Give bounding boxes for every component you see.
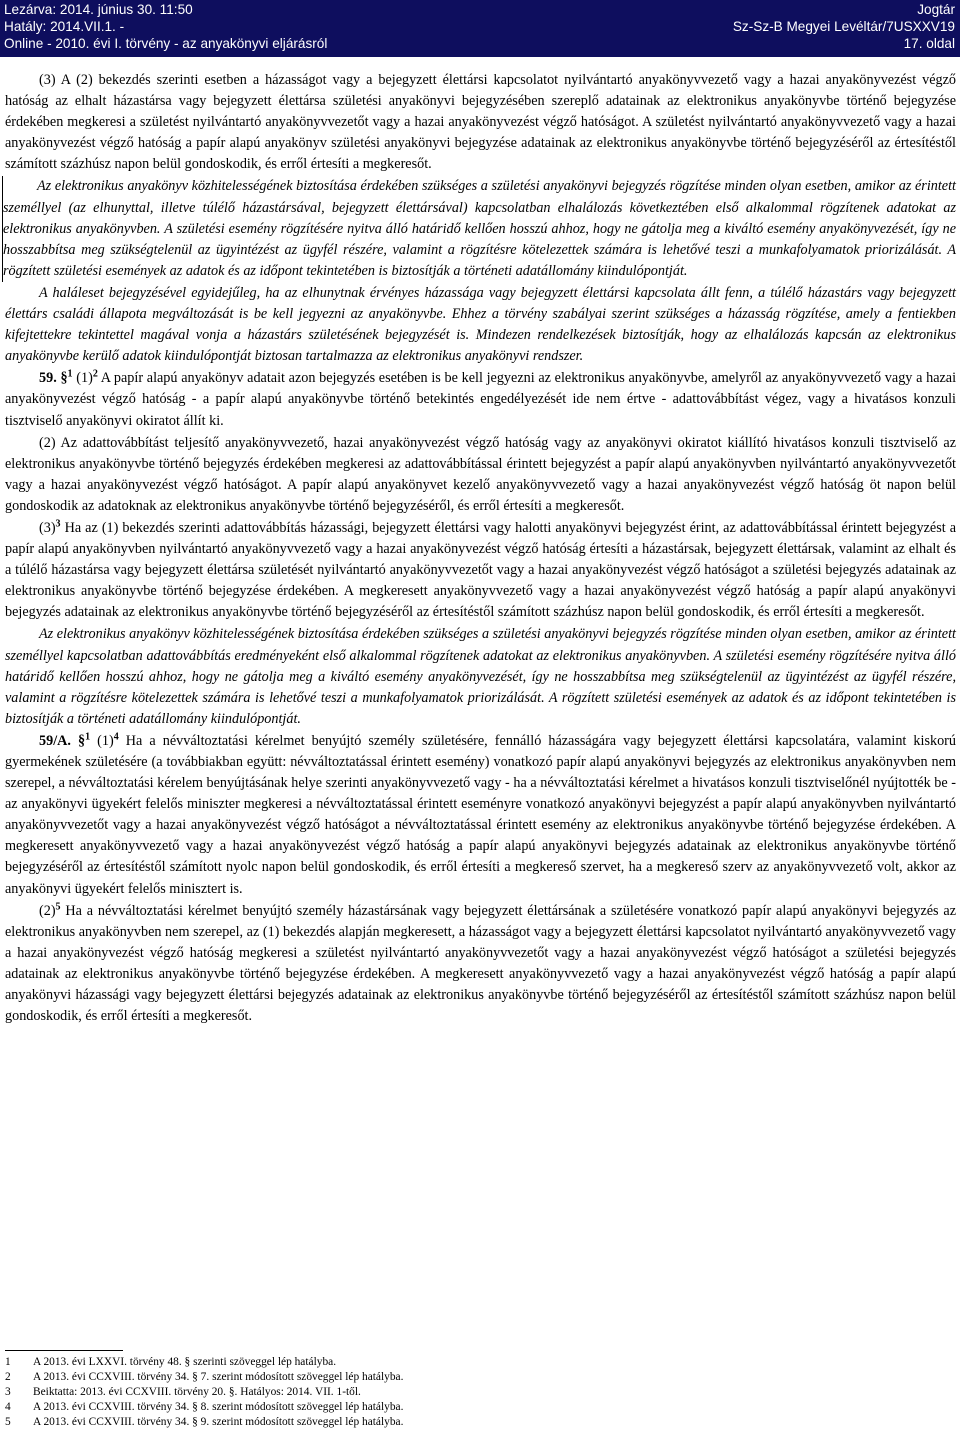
document-body xyxy=(5,70,956,1028)
footnote-text: A 2013. évi CCXVIII. törvény 34. § 7. szerint módosított szöveggel lép hatályba. xyxy=(33,1371,404,1383)
footnote-number: 3 xyxy=(5,1386,11,1398)
italic-commentary: A haláleset bejegyzésével egyidejűleg, ha az elhunytnak érvényes házassága vagy bejegyzett élettársi kapcsolata állt fenn, a túlélő házastárs vagy bejegyzett élettárs családi állapota megváltozását is be kell jegyezni az anyakönyvbe. Ehhez a törvény szabályai szerint szükséges a házasság rögzítése, amely a fentiekben kifejtettekre tekintettel magával vonja a házastárs születésének bejegyzését is. Mindezen rendelkezések biztosítják, hogy az elhalálozás kapcsán az elektronikus anyakönyvbe kerülő adatok kiindulópontját biztosan tartalmazza az elektronikus anyakönyvi rendszer. xyxy=(5,284,956,365)
footnote-text: A 2013. évi LXXVI. törvény 48. § szerinti szöveggel lép hatályba. xyxy=(33,1356,337,1368)
footnote-number: 5 xyxy=(5,1416,11,1428)
italic-commentary: Az elektronikus anyakönyv közhitelességének biztosítása érdekében szükséges a születési anyakönyvi bejegyzés rögzítése minden olyan esetben, amikor az érintett személlyel (az elhunyttal, illetve túlélő házastársával, bejegyzett élettársával) kapcsolatban elhalálozás következtében első alkalommal rögzítenek adatokat az elektronikus anyakönyvben. A születési esemény rögzítésére nyitva álló határidő kellően hosszú ahhoz, hogy ne gátolja meg a kiváltó esemény anyakönyvezését, így ne hosszabbítsa meg szükségtelenül az ügyintézést az ügyfél részére, valamint a rögzítésre kötelezettek számára is lehetővé teszi a munkafolyamatok priorizálását. A rögzített születési események az adatok és az időpont tekintetében is biztosítják a történeti adatállomány kiindulópontját. xyxy=(2,176,956,281)
paragraph-text: A papír alapú anyakönyv adatait azon bejegyzés esetében is be kell jegyezni az elektronikus anyakönyvbe, amelyről az anyakönyvvezető vagy a hazai anyakönyvezést végző hatóság - a papír alapú anyakönyvbe történő betekintés engedélyezését ide nem értve - adattovábbítást végez, vagy a hivatásos konzuli tisztviselő anyakönyvi okiratot állít ki. xyxy=(5,370,957,429)
section-59 xyxy=(5,368,956,431)
footnote xyxy=(5,1385,955,1400)
section-59a xyxy=(5,731,956,900)
paragraph-number: (2) xyxy=(39,902,56,919)
italic-commentary: Az elektronikus anyakönyv közhitelességének biztosítása érdekében szükséges a születési anyakönyvi bejegyzés rögzítése minden olyan esetben, amikor az érintett személlyel kapcsolatban adattovábbítás eredményeként első alkalommal rögzítenek adatokat az elektronikus anyakönyvben. A születési esemény rögzítésére nyitva álló határidő kellően hosszú ahhoz, hogy ne gátolja meg a kiváltó esemény anyakönyvezését, így ne hosszabbítsa meg szükségtelenül az ügyintézést az ügyfél részére, valamint a rögzítésre kötelezettek számára is lehetővé teszi a munkafolyamatok priorizálását. A rögzített születési események az adatok és az időpont tekintetében is biztosítják a történeti adatállomány kiindulópontját. xyxy=(5,626,956,727)
paragraph xyxy=(5,518,956,623)
footnote-ref[interactable]: 5 xyxy=(55,900,61,912)
paragraph-text: Ha a névváltoztatási kérelmet benyújtó személy születésére, fennálló házasságára vagy bejegyzett élettársi kapcsolatára, valamint kiskorú gyermekének születésére (a továbbiakban együtt: névváltoztatással érintett esemény) vonatkozó papír alapú anyakönyvi bejegyzés az elektronikus anyakönyvben nem szerepel, a névváltoztatási kérelem benyújtásának helye szerinti anyakönyvvezető vagy - ha a névváltoztatási kérelmet a hivatásos konzuli tisztviselőnél nyújtotték be - az anyakönyvi ügyekért felelős miniszter megkeresi a névváltoztatással érintett eseményre vonatkozó anyakönyvi bejegyzést a papír alapú anyakönyvben nyilvántartó anyakönyvvezetőt vagy a hazai anyakönyvezést végző hatóságot a névváltoztatással érintett esemény az elektronikus anyakönyvbe történő bejegyzése érdekében. A megkeresett anyakönyvvezető vagy a hazai anyakönyvezést végző hatóság a papír alapú anyakönyvi bejegyzés adatainak az elektronikus anyakönyvbe történő bejegyzéséről az értesítéstől számított nyolc napon belül gondoskodik, és erről értesíti a megkereső szervet, ha a megkereső szerv az anyakönyvvezető volt, akkor az anyakönyvi ügyekért felelős minisztert is. xyxy=(5,732,956,897)
header-document-title: Online - 2010. évi I. törvény - az anyakönyvi eljárásról xyxy=(4,36,328,51)
paragraph xyxy=(5,901,956,1028)
header-closed-date: Lezárva: 2014. június 30. 11:50 xyxy=(4,2,193,17)
footnote-ref[interactable]: 1 xyxy=(85,731,91,743)
paragraph-number: (3) xyxy=(39,519,56,536)
footnote xyxy=(5,1370,955,1385)
paragraph-number: (1) xyxy=(76,370,93,387)
footnote-number: 1 xyxy=(5,1356,11,1368)
footnote-ref[interactable]: 2 xyxy=(92,368,98,380)
footnote-text: Beiktatta: 2013. évi CCXVIII. törvény 20. §. Hatályos: 2014. VII. 1-től. xyxy=(33,1386,361,1398)
header-page-number: 17. oldal xyxy=(903,36,955,51)
paragraph-number: (1) xyxy=(97,732,114,749)
header-source: Jogtár xyxy=(917,2,955,17)
paragraph: (3) A (2) bekezdés szerinti esetben a házasságot vagy a bejegyzett élettársi kapcsolatot nyilvántartó anyakönyvvezető vagy a hazai anyakönyvezést végző hatóság az elhalt házastársa vagy bejegyzett élettársa születési anyakönyvi bejegyzésében szereplő adatainak az elektronikus anyakönyvbe történő bejegyzése érdekében megkeresi a születést nyilvántartó anyakönyvvezetőt vagy a hazai anyakönyvezést végző hatóságot. A születést nyilvántartó anyakönyvvezető vagy a hazai anyakönyvezést végző hatóság a papír alapú anyakönyv születési anyakönyvi bejegyzése adatainak az elektronikus anyakönyvbe történő bejegyzéséről az értesítéstől számított százhúsz napon belül gondoskodik, és erről értesíti a megkeresőt. xyxy=(5,72,956,173)
footnote xyxy=(5,1355,955,1370)
paragraph-text: Ha az (1) bekezdés szerinti adattovábbítás házassági, bejegyzett élettársi vagy halotti anyakönyvi bejegyzést érint, az adattovábbítással érintett bejegyzést a papír alapú anyakönyvben nyilvántartó anyakönyvvezető vagy a hazai anyakönyvezést végző hatóság értesíti a házastársak, bejegyzett élettársak, valamint az elhalt és a túlélő házastársa vagy bejegyzett élettársa születését nyilvántartó anyakönyvvezetőt vagy a hazai anyakönyvezést végző hatóságot a születési bejegyzés adatainak az elektronikus anyakönyvbe történő bejegyzése érdekében. A megkeresett anyakönyvvezető vagy a hazai anyakönyvezést végző hatóság a papír alapú anyakönyvi bejegyzés adatainak az elektronikus anyakönyvbe történő bejegyzéséről az értesítéstől számított százhúsz napon belül gondoskodik, és erről értesíti a megkeresőt. xyxy=(5,519,956,621)
header-licensee: Sz-Sz-B Megyei Levéltár/7USXXV19 xyxy=(732,19,955,34)
footnotes xyxy=(5,1350,955,1430)
header-effective-date: Hatály: 2014.VII.1. - xyxy=(4,19,125,34)
footnote-number: 2 xyxy=(5,1371,11,1383)
footnote-text: A 2013. évi CCXVIII. törvény 34. § 8. szerint módosított szöveggel lép hatályba. xyxy=(33,1401,404,1413)
footnote-number: 4 xyxy=(5,1401,11,1413)
footnote-ref[interactable]: 3 xyxy=(55,518,61,530)
header-left xyxy=(4,1,327,52)
section-heading: 59. § xyxy=(39,370,68,387)
page-header xyxy=(0,0,960,57)
header-right xyxy=(733,1,955,52)
section-heading: 59/A. § xyxy=(39,732,86,749)
footnote xyxy=(5,1400,955,1415)
footnote-ref[interactable]: 1 xyxy=(67,368,73,380)
paragraph-text: Ha a névváltoztatási kérelmet benyújtó személy házastársának vagy bejegyzett élettársának a születésére vonatkozó papír alapú anyakönyvi bejegyzés az elektronikus anyakönyvben nem szerepel, az (1) bekezdés alapján megkeresett, a házasságot vagy a bejegyzett élettársi kapcsolatot nyilvántartó anyakönyvvezető vagy a hazai anyakönyvezést végző hatóság megkeresi a születést nyilvántartó anyakönyvvezetőt vagy a hazai anyakönyvezést végző hatóságot a születési bejegyzés adatainak az elektronikus anyakönyvbe történő bejegyzése érdekében. A megkeresett anyakönyvvezető vagy a hazai anyakönyvezést végző hatóság a papír alapú anyakönyvi házassági vagy bejegyzett élettársi bejegyzés adatainak az elektronikus anyakönyvbe történő bejegyzéséről az értesítéstől számított százhúsz napon belül gondoskodik, és erről értesíti a megkeresőt. xyxy=(5,902,956,1025)
footnote-divider xyxy=(5,1350,123,1351)
footnote-ref[interactable]: 4 xyxy=(113,731,119,743)
paragraph: (2) Az adattovábbítást teljesítő anyakönyvvezető, hazai anyakönyvezést végző hatóság vagy az anyakönyvi okiratot kiállító hivatásos konzuli tisztviselő az elektronikus anyakönyvbe történő bejegyzés érdekében megkeresi az adattovábbítással érintett bejegyzést a papír alapú anyakönyvben nyilvántartó anyakönyvvezetőt vagy a hazai anyakönyvezést végző hatóságot. A papír alapú anyakönyvet kezelő anyakönyvvezető vagy a hazai anyakönyvezést végző hatóság öt napon belül gondoskodik az adatoknak az elektronikus anyakönyvbe történő bejegyzéséről, és erről értesíti a megkeresőt. xyxy=(5,434,956,514)
footnote xyxy=(5,1415,955,1430)
footnote-text: A 2013. évi CCXVIII. törvény 34. § 9. szerint módosított szöveggel lép hatályba. xyxy=(33,1416,404,1428)
